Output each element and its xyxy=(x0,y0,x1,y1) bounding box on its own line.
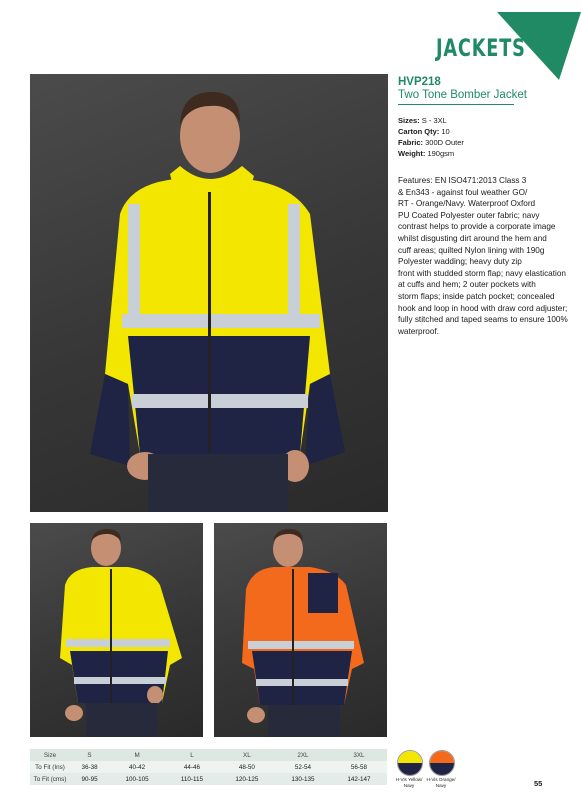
features-description xyxy=(398,175,576,337)
table-cell: 36-38 xyxy=(70,761,109,773)
features-line: RT - Orange/Navy. Waterproof Oxford xyxy=(398,199,536,209)
table-cell: 56-58 xyxy=(331,761,387,773)
table-cell: M xyxy=(109,749,165,761)
colour-label-orange xyxy=(424,777,458,789)
features-line: Polyester wadding; heavy duty zip xyxy=(398,257,522,267)
page-number: 55 xyxy=(534,779,543,788)
features-line: storm flaps; inside patch pocket; concealed xyxy=(398,291,555,301)
spec-weight xyxy=(398,149,454,159)
model-yellow-jacket-illustration xyxy=(30,74,388,512)
product-name: Two Tone Bomber Jacket xyxy=(398,89,527,101)
table-cell: 40-42 xyxy=(109,761,165,773)
table-cell: 110-115 xyxy=(165,773,219,785)
spec-label: Fabric: xyxy=(398,138,424,147)
colour-label-line: H-Vis Yellow/ xyxy=(395,777,423,782)
swatch-top xyxy=(430,751,454,763)
features-line: cuff areas; quilted Nylon lining with 190g xyxy=(398,245,545,255)
features-line: whilst disgusting dirt around the hem and xyxy=(398,233,547,243)
features-line: PU Coated Polyester outer fabric; navy xyxy=(398,210,540,220)
features-line: & En343 - against foul weather GO/ xyxy=(398,187,528,197)
table-cell: S xyxy=(70,749,109,761)
colour-swatch-yellow-navy xyxy=(397,750,423,776)
features-line: Features: EN ISO471:2013 Class 3 xyxy=(398,176,527,185)
table-cell: 3XL xyxy=(331,749,387,761)
table-cell: 142-147 xyxy=(331,773,387,785)
spec-label: Weight: xyxy=(398,149,426,158)
table-cell: 48-50 xyxy=(219,761,275,773)
table-cell: 100-105 xyxy=(109,773,165,785)
table-cell: 2XL xyxy=(275,749,331,761)
table-header-row xyxy=(30,749,387,761)
table-cell: 120-125 xyxy=(219,773,275,785)
table-cell: 52-54 xyxy=(275,761,331,773)
table-cell: 90-95 xyxy=(70,773,109,785)
product-photo-main xyxy=(30,74,388,512)
spec-label: Carton Qty: xyxy=(398,127,440,136)
spec-fabric xyxy=(398,138,464,148)
section-title: JACKETS xyxy=(436,34,526,62)
spec-carton-qty xyxy=(398,127,450,137)
colour-label-line: Navy xyxy=(403,782,415,788)
table-row xyxy=(30,773,387,785)
spec-value: 190gsm xyxy=(427,149,455,158)
model-orange-jacket-illustration xyxy=(214,523,387,737)
features-line: front with studded storm flap; navy elastication xyxy=(398,268,566,278)
swatch-top xyxy=(398,751,422,763)
features-line: fully stitched and taped seams to ensure 100% xyxy=(398,315,568,325)
colour-swatch-orange-navy xyxy=(429,750,455,776)
table-row xyxy=(30,761,387,773)
features-line: hook and loop in hood with draw cord adjuster; xyxy=(398,303,568,313)
product-photo-orange xyxy=(214,523,387,737)
model-yellow-jacket-illustration xyxy=(30,523,203,737)
table-cell: Size xyxy=(30,749,70,761)
spec-value: S - 3XL xyxy=(421,116,447,125)
spec-value: 300D Outer xyxy=(425,138,464,147)
table-cell: XL xyxy=(219,749,275,761)
swatch-bottom xyxy=(398,763,422,775)
swatch-bottom xyxy=(430,763,454,775)
title-divider xyxy=(398,104,514,105)
table-cell: To Fit (Ins) xyxy=(30,761,70,773)
table-cell: 44-46 xyxy=(165,761,219,773)
spec-value: 10 xyxy=(441,127,450,136)
product-code: HVP218 xyxy=(398,76,441,88)
colour-label-yellow xyxy=(392,777,426,789)
features-line: contrast helps to provide a corporate image xyxy=(398,222,556,232)
colour-label-line: H-Vis Orange/ xyxy=(426,777,456,782)
table-cell: 130-135 xyxy=(275,773,331,785)
table-cell: L xyxy=(165,749,219,761)
colour-label-line: Navy xyxy=(435,782,447,788)
spec-sizes xyxy=(398,116,447,126)
size-chart-table xyxy=(30,749,387,785)
features-line: at cuffs and hem; 2 outer pockets with xyxy=(398,280,536,290)
features-line: waterproof. xyxy=(398,326,439,336)
spec-label: Sizes: xyxy=(398,116,420,125)
product-photo-yellow xyxy=(30,523,203,737)
table-cell: To Fit (cms) xyxy=(30,773,70,785)
